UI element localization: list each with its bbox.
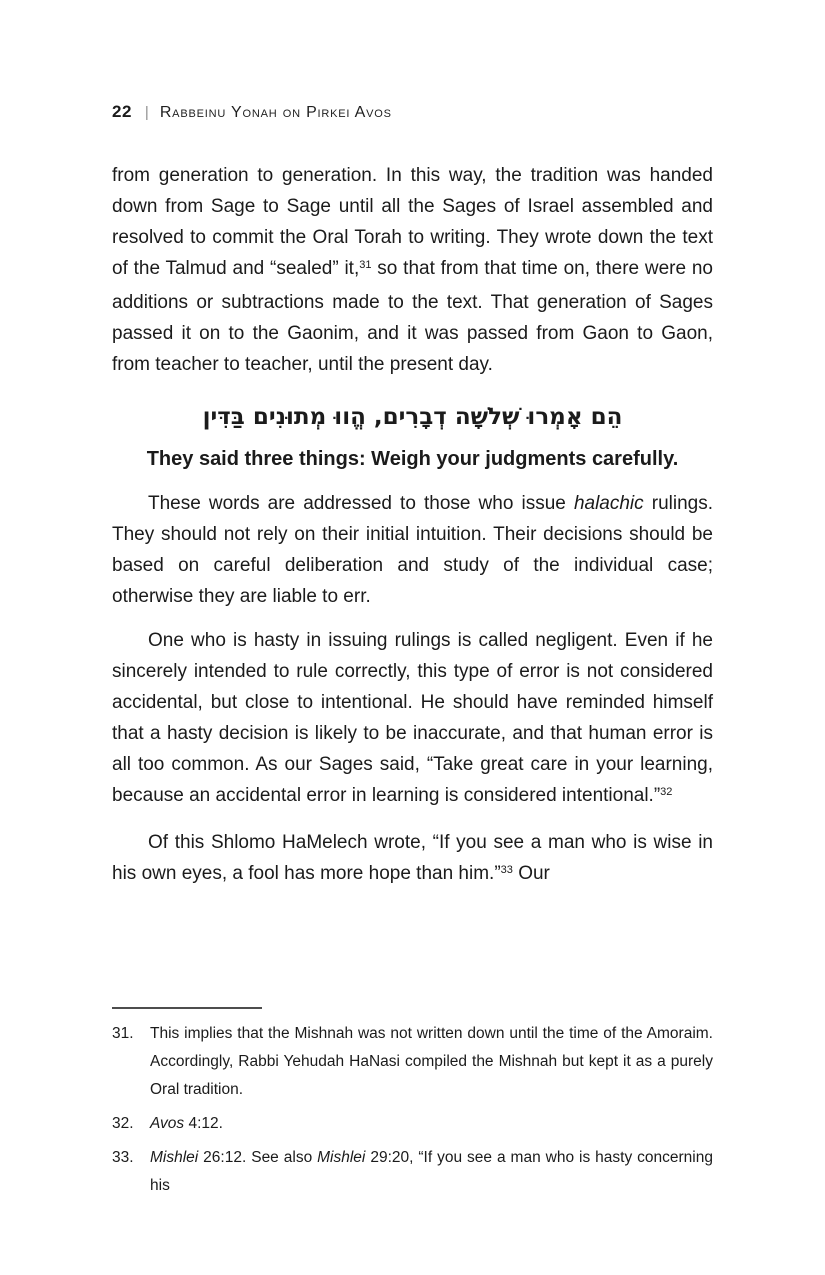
footnote: [112, 1020, 713, 1104]
footnote-number: 32.: [112, 1115, 134, 1132]
footnote-text: Avos 4:12.: [150, 1115, 223, 1132]
footnote-text: This implies that the Mishnah was not written down until the time of the Amoraim. Accordingly, Rabbi Yehudah HaNasi compiled the Mishnah but kept it as a purely Oral tradition.: [150, 1025, 713, 1098]
paragraph-continuation: from generation to generation. In this way, the tradition was handed down from Sage to Sage until all the Sages of Israel assembled and resolved to commit the Oral Torah to writing. They wrote down the text of the Talmud and “sealed” it,$^{31}$ so that from that time on, there were no additions or subtractions made to the text. That generation of Sages passed it on to the Gaonim, and it was passed from Gaon to Gaon, from teacher to teacher, until the present day.: [112, 165, 714, 375]
running-header: [112, 102, 392, 122]
header-separator: |: [144, 104, 149, 121]
footnote-text: Mishlei 26:12. See also Mishlei 29:20, “If you see a man who is hasty concerning his: [150, 1149, 713, 1194]
paragraph: One who is hasty in issuing rulings is called negligent. Even if he sincerely intended to rule correctly, this type of error is not considered accidental, but close to intentional. He should have reminded himself that a hasty decision is likely to be inaccurate, and that human error is all too common. As our Sages said, “Take great care in your learning, because an accidental error in learning is considered intentional.”$^{32}$: [112, 630, 713, 806]
footnote-number: 31.: [112, 1025, 134, 1042]
footnotes-section: [112, 1007, 713, 1206]
running-title: Rabbeinu Yonah on Pirkei Avos: [159, 104, 392, 121]
footnote-divider: [112, 1007, 262, 1009]
footnote-number: 33.: [112, 1149, 134, 1166]
footnote: [112, 1110, 713, 1138]
paragraph: Of this Shlomo HaMelech wrote, “If you see a man who is wise in his own eyes, a fool has more hope than him.”$^{33}$ Our: [112, 832, 713, 884]
footnote: [112, 1144, 713, 1200]
mishnah-translation-heading: They said three things: Weigh your judgments carefully.: [146, 448, 679, 470]
body-text: [112, 160, 713, 905]
mishnah-hebrew-quote: הֵם אָמְרוּ שְׁלֹשָׁה דְבָרִים, הֱווּ מְתוּנִים בַּדִּין: [202, 404, 623, 430]
page-number: 22: [112, 102, 132, 121]
paragraph: These words are addressed to those who issue halachic rulings. They should not rely on their initial intuition. Their decisions should be based on careful deliberation and study of the individual case; otherwise they are liable to err.: [112, 493, 713, 607]
